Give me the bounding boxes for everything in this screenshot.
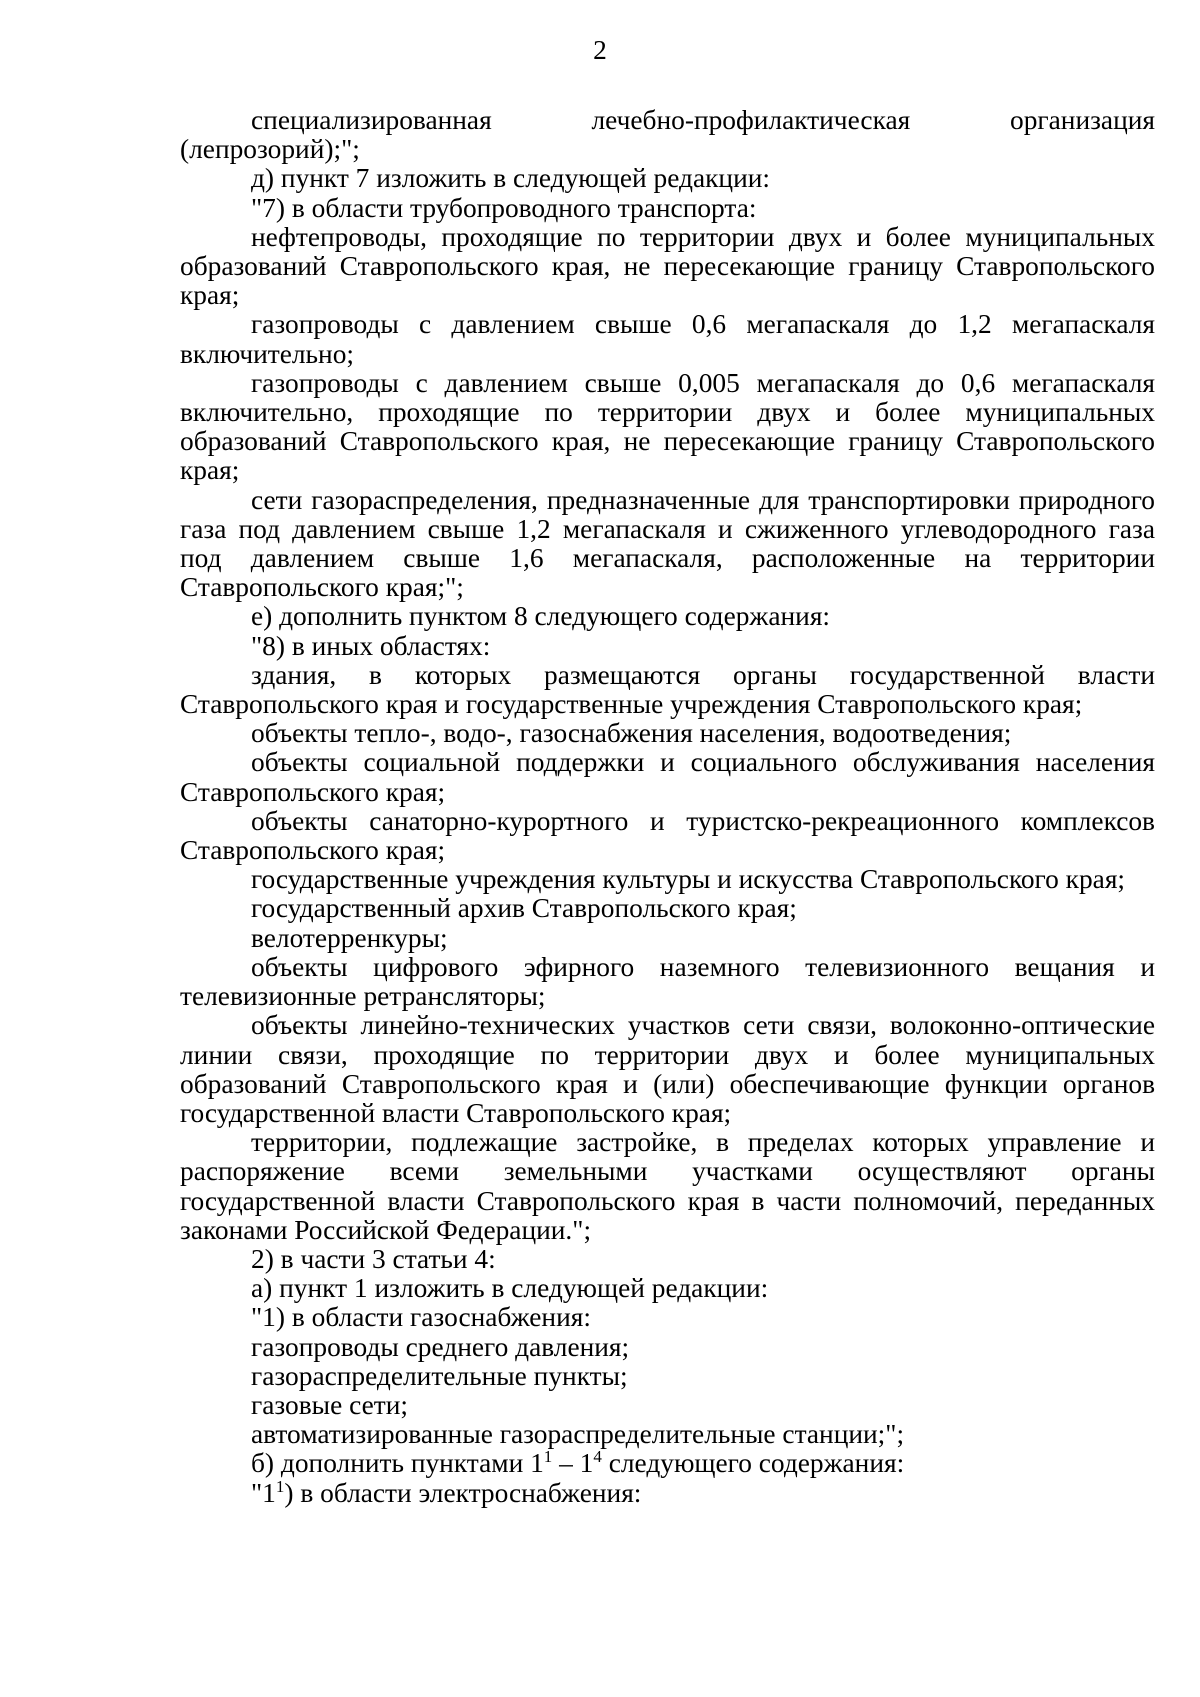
paragraph: государственный архив Ставропольского края; [251,893,797,924]
text-run: ) в области электроснабжения: [284,1477,642,1508]
text-run: – 1 [552,1448,594,1479]
paragraph: объекты тепло-, водо-, газоснабжения населения, водоотведения; [251,718,1012,749]
paragraph: территории, подлежащие застройке, в пределах которых управление и распоряжение всеми земельными участками осуществляют органы государственной власти Ставропольского края в части полномочий, переданных законами Российской Федерации."; [180,1127,1155,1245]
text-run: б) дополнить пунктами 1 [251,1448,544,1479]
paragraph: объекты цифрового эфирного наземного телевизионного вещания и телевизионные ретрансляторы; [180,951,1155,1012]
paragraph: е) дополнить пунктом 8 следующего содержания: [251,601,831,632]
paragraph: газопроводы среднего давления; [251,1331,630,1362]
paragraph: объекты социальной поддержки и социального обслуживания населения Ставропольского края; [180,747,1155,807]
paragraph: "8) в иных областях: [251,630,491,661]
page-number: 2 [593,35,607,65]
paragraph: а) пункт 1 изложить в следующей редакции: [251,1273,769,1304]
paragraph: нефтепроводы, проходящие по территории двух и более муниципальных образований Ставропольского края, не пересекающие границу Ставропольского края; [180,221,1155,311]
paragraph: автоматизированные газораспределительные станции;"; [251,1419,905,1450]
paragraph: объекты линейно-технических участков сети связи, волоконно-оптические линии связи, проходящие по территории двух и более муниципальных образований Ставропольского края и (или) обеспечивающие функции органов государственной власти Ставропольского края; [180,1010,1155,1128]
paragraph-with-superscripts [180,1476,1155,1508]
superscript: 1 [275,1476,285,1496]
paragraph: велотерренкуры; [251,922,448,953]
text-run: следующего содержания: [601,1448,905,1479]
paragraph: газопроводы с давлением свыше 0,6 мегапаскаля до 1,2 мегапаскаля включительно; [180,309,1155,369]
paragraph: сети газораспределения, предназначенные для транспортировки природного газа под давлением свыше 1,2 мегапаскаля и сжиженного углеводородного газа под давлением свыше 1,6 мегапаскаля, расположенные на территории Ставропольского края;"; [180,484,1155,603]
paragraph: газопроводы с давлением свыше 0,005 мегапаскаля до 0,6 мегапаскаля включительно, проходящие по территории двух и более муниципальных образований Ставропольского края, не пересекающие границу Ставропольского края; [180,367,1155,486]
text-run: "1 [251,1477,276,1508]
paragraph: специализированная лечебно-профилактическая организация (лепрозорий);"; [180,105,1155,165]
paragraph: здания, в которых размещаются органы государственной власти Ставропольского края и государственные учреждения Ставропольского края; [180,659,1155,720]
superscript: 1 [543,1447,553,1467]
superscript: 4 [593,1447,602,1467]
paragraph-with-superscripts [180,1449,1155,1478]
paragraph: "7) в области трубопроводного транспорта: [251,192,757,223]
paragraph: газовые сети; [251,1389,408,1420]
paragraph: д) пункт 7 изложить в следующей редакции: [251,163,771,194]
document-body [180,106,1155,1508]
paragraph: объекты санаторно-курортного и туристско-рекреационного комплексов Ставропольского края; [180,805,1155,866]
paragraph: 2) в части 3 статьи 4: [251,1243,496,1274]
paragraph: "1) в области газоснабжения: [251,1302,591,1333]
paragraph: государственные учреждения культуры и искусства Ставропольского края; [251,864,1126,895]
paragraph: газораспределительные пункты; [251,1360,628,1391]
